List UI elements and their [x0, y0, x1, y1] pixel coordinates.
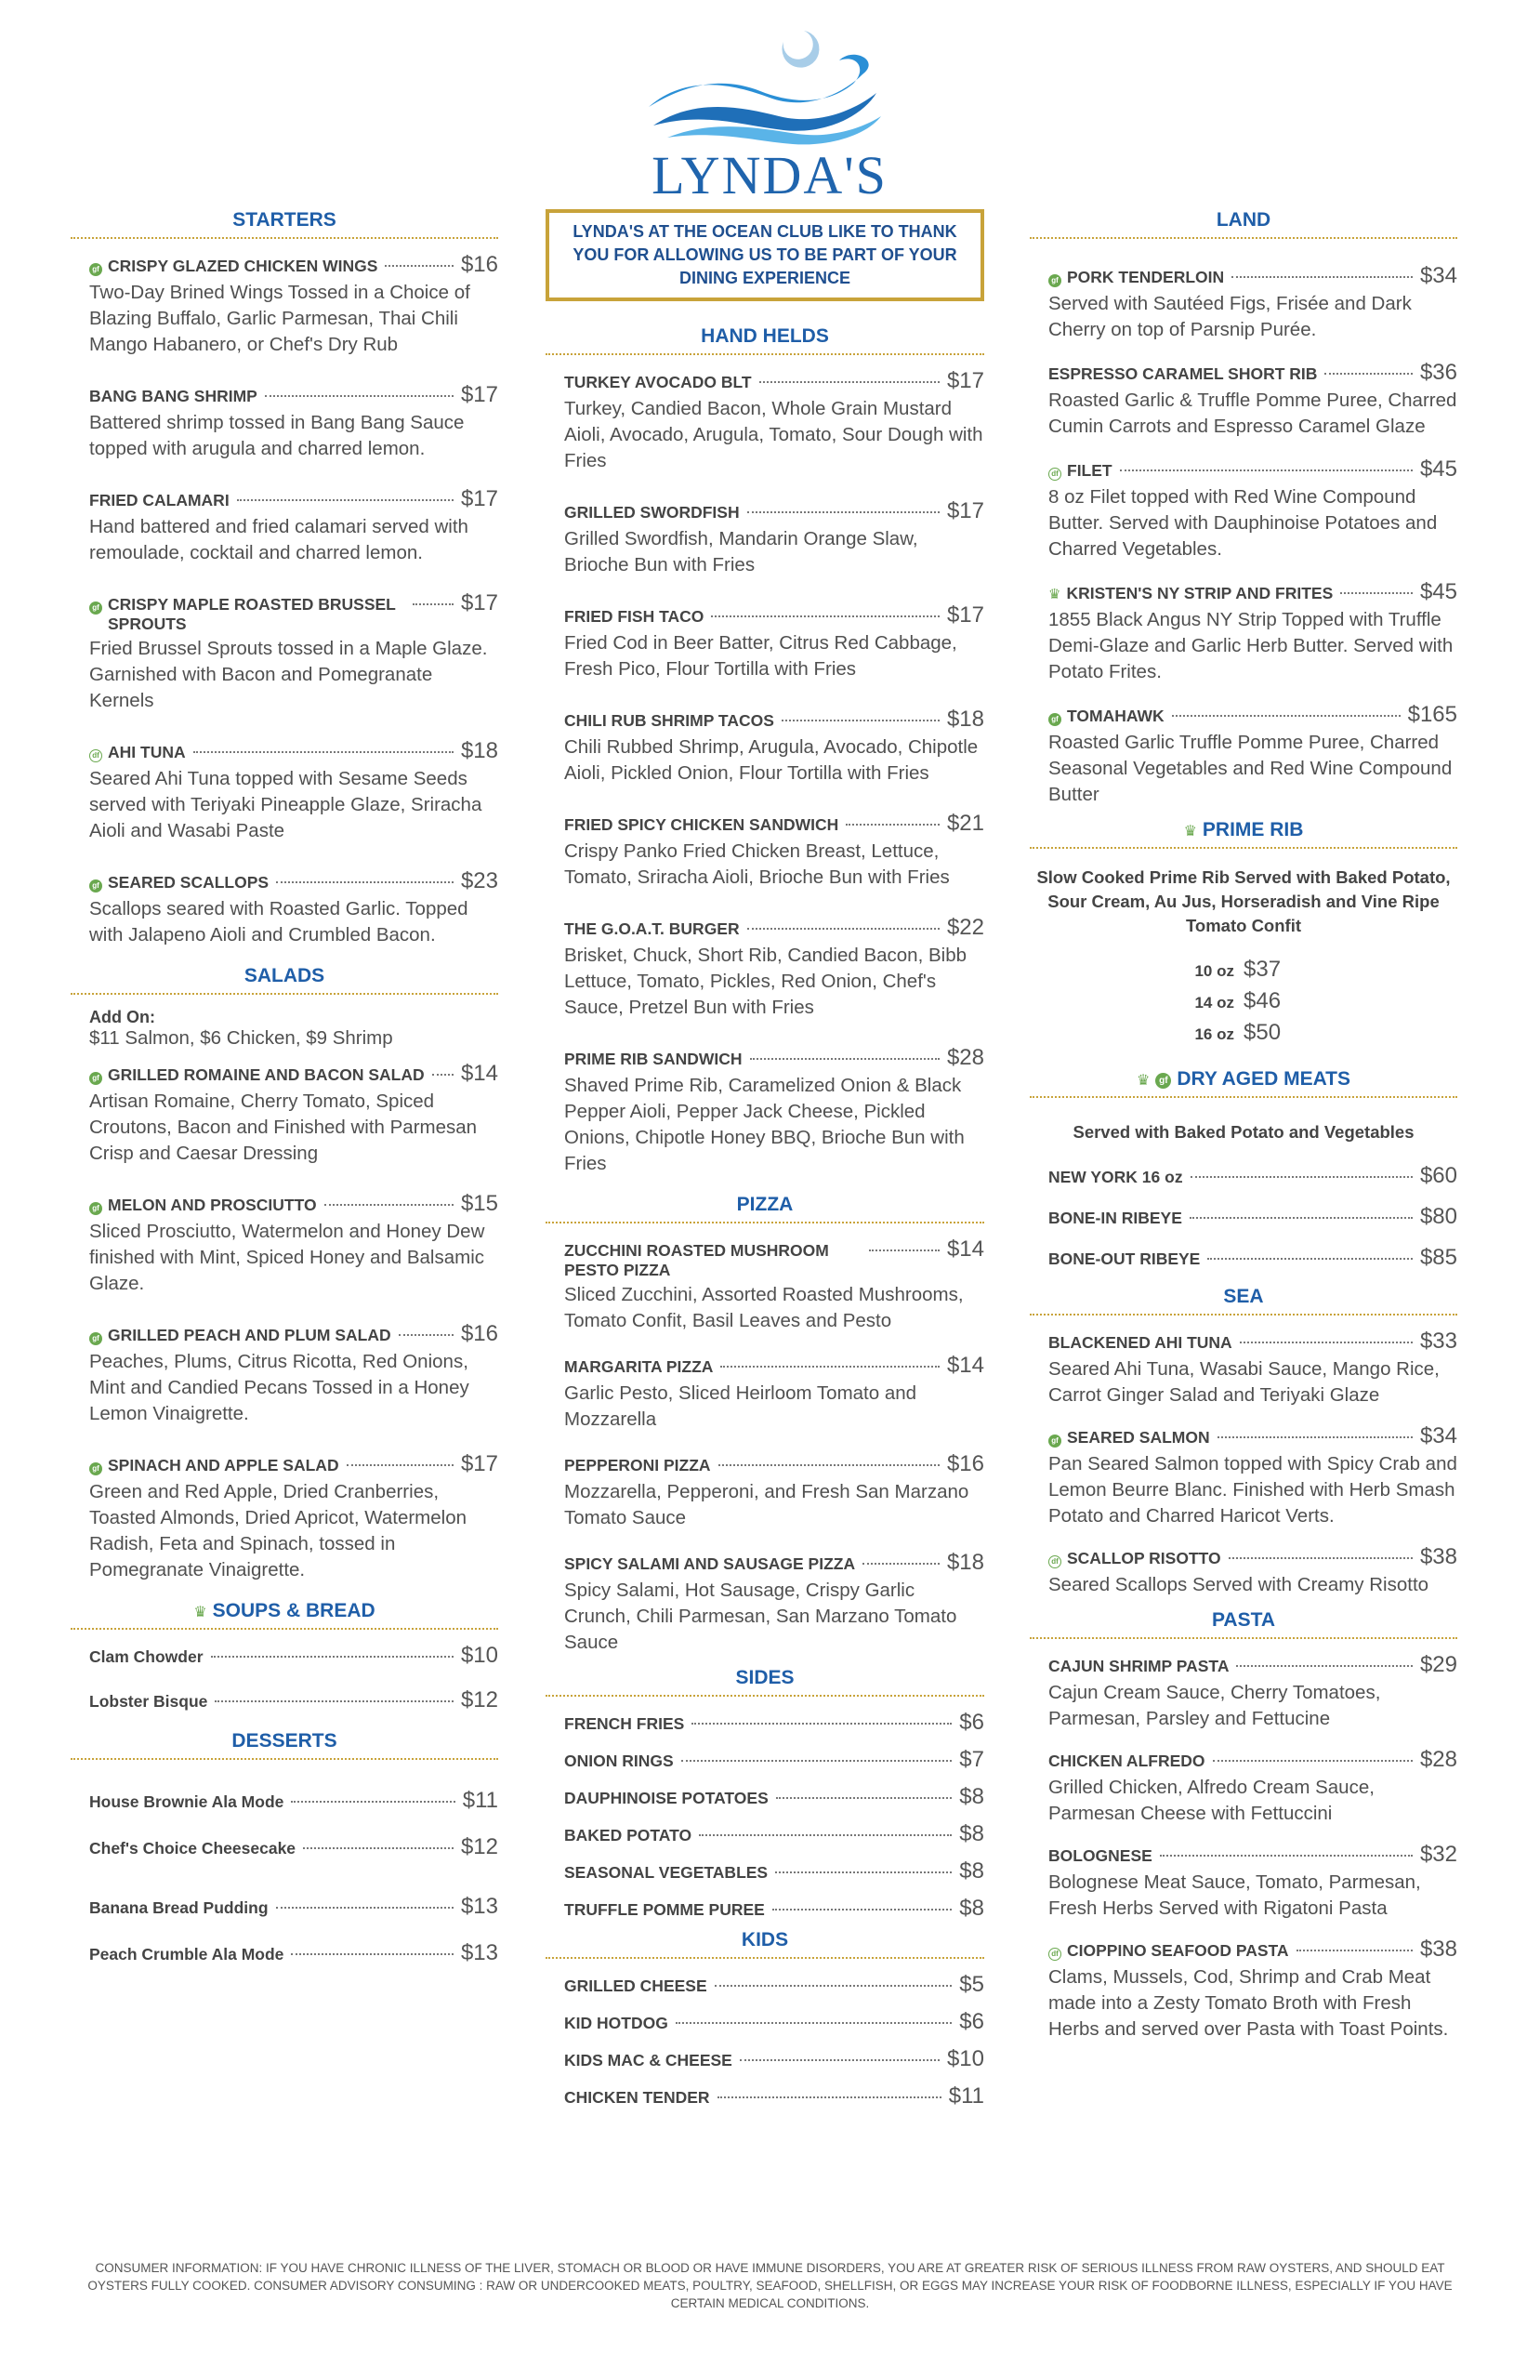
menu-item [564, 368, 984, 474]
menu-item [1048, 1937, 1457, 2043]
item-price: $34 [1419, 1423, 1457, 1448]
item-price: $11 [948, 2083, 984, 2109]
dry-aged-note: Served with Baked Potato and Vegetables [1073, 1122, 1415, 1142]
gf-icon: gf [89, 602, 102, 615]
addon-text: $11 Salmon, $6 Chicken, $9 Shrimp [89, 1027, 393, 1049]
item-name: MELON AND PROSCIUTTO [108, 1196, 317, 1214]
menu-item [89, 738, 498, 844]
item-name: SEARED SALMON [1067, 1428, 1210, 1447]
item-name: Peach Crumble Ala Mode [89, 1945, 284, 1964]
item-name: CHILI RUB SHRIMP TACOS [564, 711, 774, 730]
item-name: TURKEY AVOCADO BLT [564, 373, 752, 391]
item-description: Crispy Panko Fried Chicken Breast, Lettuce, Tomato, Sriracha Aioli, Brioche Bun with Fries [564, 840, 950, 888]
brand-logo [630, 19, 909, 205]
menu-item [89, 382, 498, 462]
item-name: ONION RINGS [564, 1752, 674, 1770]
item-name: Clam Chowder [89, 1647, 204, 1666]
menu-item [89, 1940, 498, 1966]
item-description: Seared Scallops Served with Creamy Risotto [1048, 1574, 1429, 1595]
menu-item [89, 1061, 498, 1167]
item-name: SPINACH AND APPLE SALAD [108, 1456, 339, 1474]
gf-icon: gf [89, 1202, 102, 1215]
menu-item [1048, 1652, 1457, 1732]
item-name: CRISPY GLAZED CHICKEN WINGS [108, 257, 378, 275]
menu-item [564, 1550, 984, 1656]
item-price: $17 [460, 1451, 498, 1476]
gf-icon: gf [1155, 1073, 1171, 1089]
gf-icon: gf [89, 879, 102, 892]
item-price: $6 [959, 1710, 984, 1735]
menu-item [1048, 1204, 1457, 1230]
item-price: $34 [1419, 263, 1457, 288]
item-name: CRISPY MAPLE ROASTED BRUSSEL SPROUTS [108, 595, 396, 633]
item-price: $15 [460, 1191, 498, 1216]
menu-item [1048, 579, 1457, 685]
item-description: Battered shrimp tossed in Bang Bang Sauce topped with arugula and charred lemon. [89, 412, 465, 459]
item-name: SPICY SALAMI AND SAUSAGE PIZZA [564, 1554, 856, 1573]
item-description: Sliced Prosciutto, Watermelon and Honey Dew finished with Mint, Spiced Honey and Balsamic Glaze. [89, 1221, 485, 1294]
item-name: GRILLED CHEESE [564, 1977, 707, 1995]
item-description: Two-Day Brined Wings Tossed in a Choice of Blazing Buffalo, Garlic Parmesan, Thai Chili Mango Habanero, or Chef's Dry Rub [89, 282, 470, 355]
menu-item [1048, 1163, 1457, 1189]
section-heading-pasta: PASTA [1030, 1609, 1457, 1639]
item-description: Turkey, Candied Bacon, Whole Grain Mustard Aioli, Avocado, Arugula, Tomato, Sour Dough with Fries [564, 398, 983, 471]
item-description: Peaches, Plums, Citrus Ricotta, Red Onions, Mint and Candied Pecans Tossed in a Honey Lemon Vinaigrette. [89, 1351, 469, 1424]
section-heading-handhelds: HAND HELDS [546, 325, 984, 355]
menu-item [564, 915, 984, 1021]
item-price: $18 [946, 707, 984, 732]
section-heading-land: LAND [1030, 209, 1457, 239]
item-description: Artisan Romaine, Cherry Tomato, Spiced Croutons, Bacon and Finished with Parmesan Crisp and Caesar Dressing [89, 1091, 478, 1164]
menu-item [564, 2083, 984, 2109]
item-price: $60 [1419, 1163, 1457, 1188]
item-description: Hand battered and fried calamari served with remoulade, cocktail and charred lemon. [89, 516, 468, 563]
menu-item [564, 1896, 984, 1922]
section-heading-soups: ♛ SOUPS & BREAD [71, 1600, 498, 1630]
item-name: GRILLED ROMAINE AND BACON SALAD [108, 1065, 425, 1084]
menu-item [564, 1747, 984, 1773]
menu-item [564, 1784, 984, 1810]
item-description: Chili Rubbed Shrimp, Arugula, Avocado, Chipotle Aioli, Pickled Onion, Flour Tortilla with Fries [564, 736, 979, 784]
item-price: $45 [1419, 579, 1457, 604]
menu-item [564, 1972, 984, 1998]
addon-label: Add On: [89, 1008, 155, 1026]
item-price: $16 [460, 252, 498, 277]
item-description: 1855 Black Angus NY Strip Topped with Truffle Demi-Glaze and Garlic Herb Butter. Served with Potato Frites. [1048, 609, 1454, 682]
menu-item [1048, 702, 1457, 808]
df-icon: df [89, 749, 102, 762]
item-name: CIOPPINO SEAFOOD PASTA [1067, 1941, 1289, 1960]
item-name: FRIED CALAMARI [89, 491, 230, 509]
menu-item [1048, 263, 1457, 343]
menu-item [1048, 456, 1457, 562]
item-price: $10 [460, 1643, 498, 1668]
menu-item [89, 252, 498, 358]
item-price: $17 [460, 590, 498, 615]
item-name: NEW YORK 16 oz [1048, 1168, 1183, 1186]
menu-item [564, 1858, 984, 1884]
crown-icon: ♛ [1048, 587, 1061, 602]
item-price: $32 [1419, 1842, 1457, 1867]
item-name: Chef's Choice Cheesecake [89, 1839, 296, 1858]
consumer-advisory: CONSUMER INFORMATION: IF YOU HAVE CHRONIC ILLNESS OF THE LIVER, STOMACH OR BLOOD OR HAVE IMMUNE DISORDERS, YOU ARE AT GREATER RISK OF SERIOUS ILLNESS FROM RAW OYSTERS, AND SHOULD EAT OYSTERS FULLY COOKED. CONSUMER ADVISORY CONSUMING : RAW OR UNDERCOOKED MEATS, POULTRY, SEAFOOD, SHELLFISH, OR EGGS MAY INCREASE YOUR RISK OF FOODBORNE ILLNESS, ESPECIALLY IF YOU HAVE CERTAIN MEDICAL CONDITIONS. [87, 2261, 1453, 2310]
item-price: $21 [946, 811, 984, 836]
thank-you-box: LYNDA'S AT THE OCEAN CLUB LIKE TO THANK YOU FOR ALLOWING US TO BE PART OF YOUR DINING EXPERIENCE [546, 209, 984, 301]
menu-item [89, 1788, 498, 1814]
menu-item [1048, 1747, 1457, 1827]
crown-icon: ♛ [1136, 1073, 1151, 1089]
item-name: CHICKEN ALFREDO [1048, 1752, 1205, 1770]
menu-item [89, 868, 498, 948]
item-price: $38 [1419, 1544, 1457, 1569]
item-name: GRILLED SWORDFISH [564, 503, 740, 522]
item-price: $10 [946, 2046, 984, 2071]
item-name: KRISTEN'S NY STRIP AND FRITES [1066, 584, 1334, 602]
item-price: $28 [946, 1045, 984, 1070]
menu-item [564, 498, 984, 578]
item-name: Lobster Bisque [89, 1692, 208, 1711]
item-name: FILET [1067, 461, 1112, 480]
section-heading-kids: KIDS [546, 1929, 984, 1959]
item-name: ZUCCHINI ROASTED MUSHROOM PESTO PIZZA [564, 1241, 829, 1279]
item-name: PRIME RIB SANDWICH [564, 1050, 743, 1068]
menu-item [564, 811, 984, 891]
item-name: Banana Bread Pudding [89, 1898, 269, 1917]
item-price: $33 [1419, 1329, 1457, 1354]
item-description: Garlic Pesto, Sliced Heirloom Tomato and Mozzarella [564, 1382, 917, 1430]
item-name: House Brownie Ala Mode [89, 1792, 284, 1811]
item-name: DAUPHINOISE POTATOES [564, 1789, 769, 1807]
item-price: $45 [1419, 456, 1457, 482]
item-price: $13 [460, 1940, 498, 1965]
item-description: Sliced Zucchini, Assorted Roasted Mushrooms, Tomato Confit, Basil Leaves and Pesto [564, 1284, 964, 1331]
menu-item [89, 1191, 498, 1297]
item-name: TRUFFLE POMME PUREE [564, 1900, 765, 1919]
item-price: $38 [1419, 1937, 1457, 1962]
item-description: Brisket, Chuck, Short Rib, Candied Bacon, Bibb Lettuce, Tomato, Pickles, Red Onion, Chef's Sauce, Pretzel Bun with Fries [564, 945, 967, 1018]
menu-item [1048, 1544, 1457, 1598]
menu-item [89, 1321, 498, 1427]
menu-item [564, 2009, 984, 2035]
item-description: Grilled Swordfish, Mandarin Orange Slaw, Brioche Bun with Fries [564, 528, 918, 575]
item-name: TOMAHAWK [1067, 707, 1165, 725]
item-name: PEPPERONI PIZZA [564, 1456, 711, 1474]
item-name: BONE-IN RIBEYE [1048, 1209, 1182, 1227]
prime-rib-size: 10 oz $37 [1194, 957, 1282, 982]
item-name: GRILLED PEACH AND PLUM SALAD [108, 1326, 391, 1344]
menu-item [564, 1353, 984, 1433]
item-price: $29 [1419, 1652, 1457, 1677]
item-name: SEARED SCALLOPS [108, 873, 270, 892]
left-column [71, 209, 498, 1990]
item-name: BANG BANG SHRIMP [89, 387, 257, 405]
item-name: THE G.O.A.T. BURGER [564, 919, 740, 938]
item-price: $18 [946, 1550, 984, 1575]
item-price: $17 [946, 498, 984, 523]
item-price: $14 [946, 1353, 984, 1378]
menu-item [89, 1687, 498, 1713]
item-description: Clams, Mussels, Cod, Shrimp and Crab Meat made into a Zesty Tomato Broth with Fresh Herbs and served over Pasta with Toast Points. [1048, 1966, 1449, 2040]
item-name: CAJUN SHRIMP PASTA [1048, 1657, 1230, 1675]
item-price: $13 [460, 1894, 498, 1919]
item-description: Served with Sautéed Figs, Frisée and Dark Cherry on top of Parsnip Purée. [1048, 293, 1412, 340]
item-name: BLACKENED AHI TUNA [1048, 1333, 1232, 1352]
item-price: $14 [460, 1061, 498, 1086]
item-price: $7 [959, 1747, 984, 1772]
gf-icon: gf [89, 1332, 102, 1345]
item-price: $8 [959, 1858, 984, 1884]
item-price: $36 [1419, 360, 1457, 385]
wave-logo-icon [630, 19, 909, 149]
section-heading-sea: SEA [1030, 1286, 1457, 1316]
item-price: $14 [946, 1236, 984, 1262]
item-price: $28 [1419, 1747, 1457, 1772]
item-name: MARGARITA PIZZA [564, 1357, 714, 1376]
item-description: Green and Red Apple, Dried Cranberries, Toasted Almonds, Dried Apricot, Watermelon Radish, Feta and Spinach, tossed in Pomegranate Vinaigrette. [89, 1481, 467, 1580]
item-name: AHI TUNA [108, 743, 186, 761]
item-price: $12 [460, 1834, 498, 1859]
item-description: Fried Brussel Sprouts tossed in a Maple Glaze. Garnished with Bacon and Pomegranate Kernels [89, 638, 488, 711]
item-description: 8 oz Filet topped with Red Wine Compound Butter. Served with Dauphinoise Potatoes and Charred Vegetables. [1048, 486, 1438, 560]
item-name: FRIED SPICY CHICKEN SANDWICH [564, 815, 839, 834]
prime-rib-size: 16 oz $50 [1194, 1020, 1282, 1045]
item-name: BOLOGNESE [1048, 1846, 1152, 1865]
menu-item [89, 1834, 498, 1860]
prime-rib-size: 14 oz $46 [1194, 988, 1282, 1013]
gf-icon: gf [89, 1462, 102, 1475]
item-price: $85 [1419, 1245, 1457, 1270]
section-heading-starters: STARTERS [71, 209, 498, 239]
item-price: $165 [1407, 702, 1457, 727]
item-price: $16 [460, 1321, 498, 1346]
item-price: $80 [1419, 1204, 1457, 1229]
item-price: $8 [959, 1821, 984, 1846]
menu-item [89, 590, 498, 714]
item-price: $22 [946, 915, 984, 940]
item-description: Roasted Garlic Truffle Pomme Puree, Charred Seasonal Vegetables and Red Wine Compound Butter [1048, 732, 1453, 805]
item-description: Seared Ahi Tuna topped with Sesame Seeds served with Teriyaki Pineapple Glaze, Sriracha Aioli and Wasabi Paste [89, 768, 482, 841]
item-description: Bolognese Meat Sauce, Tomato, Parmesan, Fresh Herbs Served with Rigatoni Pasta [1048, 1871, 1421, 1919]
item-description: Scallops seared with Roasted Garlic. Topped with Jalapeno Aioli and Crumbled Bacon. [89, 898, 468, 945]
item-price: $17 [946, 368, 984, 393]
df-icon: df [1048, 1948, 1061, 1961]
item-price: $17 [460, 382, 498, 407]
menu-item [1048, 1423, 1457, 1529]
item-name: BAKED POTATO [564, 1826, 692, 1844]
item-name: CHICKEN TENDER [564, 2088, 710, 2107]
section-heading-salads: SALADS [71, 965, 498, 995]
gf-icon: gf [89, 263, 102, 276]
menu-item [564, 1045, 984, 1177]
item-name: KID HOTDOG [564, 2014, 668, 2032]
menu-item [564, 1236, 984, 1334]
item-name: ESPRESSO CARAMEL SHORT RIB [1048, 364, 1318, 383]
menu-item [564, 1451, 984, 1531]
gf-icon: gf [1048, 274, 1061, 287]
item-description: Roasted Garlic & Truffle Pomme Puree, Charred Cumin Carrots and Espresso Caramel Glaze [1048, 390, 1457, 437]
item-name: FRENCH FRIES [564, 1714, 685, 1733]
item-description: Shaved Prime Rib, Caramelized Onion & Black Pepper Aioli, Pepper Jack Cheese, Pickled Onions, Chipotle Honey BBQ, Brioche Bun with Fries [564, 1075, 965, 1174]
section-heading-desserts: DESSERTS [71, 1730, 498, 1760]
item-description: Pan Seared Salmon topped with Spicy Crab and Lemon Beurre Blanc. Finished with Herb Smash Potato and Charred Haricot Verts. [1048, 1453, 1457, 1527]
item-price: $17 [460, 486, 498, 511]
section-heading-sides: SIDES [546, 1667, 984, 1697]
item-price: $8 [959, 1784, 984, 1809]
menu-item [89, 486, 498, 566]
crown-icon: ♛ [1183, 824, 1197, 840]
item-price: $17 [946, 602, 984, 628]
menu-item [1048, 360, 1457, 440]
item-price: $5 [959, 1972, 984, 1997]
item-description: Grilled Chicken, Alfredo Cream Sauce, Parmesan Cheese with Fettuccini [1048, 1777, 1375, 1824]
item-name: SCALLOP RISOTTO [1067, 1549, 1221, 1567]
item-price: $6 [959, 2009, 984, 2034]
prime-rib-note: Slow Cooked Prime Rib Served with Baked Potato, Sour Cream, Au Jus, Horseradish and Vine Ripe Tomato Confit [1036, 867, 1451, 935]
menu-item [89, 1643, 498, 1669]
menu-item [89, 1451, 498, 1583]
section-heading-pizza: PIZZA [546, 1194, 984, 1223]
df-icon: df [1048, 468, 1061, 481]
section-heading-prime-rib: ♛ PRIME RIB [1030, 819, 1457, 849]
item-name: BONE-OUT RIBEYE [1048, 1250, 1201, 1268]
item-description: Seared Ahi Tuna, Wasabi Sauce, Mango Rice, Carrot Ginger Salad and Teriyaki Glaze [1048, 1358, 1440, 1406]
menu-item [1048, 1329, 1457, 1408]
crown-icon: ♛ [193, 1605, 207, 1620]
item-name: FRIED FISH TACO [564, 607, 704, 626]
menu-item [564, 707, 984, 787]
right-column [1030, 209, 1457, 2067]
menu-item [89, 1894, 498, 1920]
item-description: Mozzarella, Pepperoni, and Fresh San Marzano Tomato Sauce [564, 1481, 969, 1528]
item-description: Fried Cod in Beer Batter, Citrus Red Cabbage, Fresh Pico, Flour Tortilla with Fries [564, 632, 957, 680]
middle-column [546, 209, 984, 2134]
item-name: PORK TENDERLOIN [1067, 268, 1225, 286]
gf-icon: gf [1048, 1435, 1061, 1448]
menu-item [1048, 1245, 1457, 1271]
gf-icon: gf [1048, 713, 1061, 726]
item-price: $18 [460, 738, 498, 763]
brand-name: LYNDA'S [652, 145, 888, 205]
df-icon: df [1048, 1555, 1061, 1568]
item-description: Cajun Cream Sauce, Cherry Tomatoes, Parmesan, Parsley and Fettucine [1048, 1682, 1381, 1729]
menu-header [0, 0, 1540, 209]
item-description: Spicy Salami, Hot Sausage, Crispy Garlic Crunch, Chili Parmesan, San Marzano Tomato Sauce [564, 1580, 957, 1653]
item-price: $16 [946, 1451, 984, 1476]
item-price: $23 [460, 868, 498, 893]
menu-item [564, 1821, 984, 1847]
item-price: $11 [462, 1788, 498, 1813]
menu-item [564, 1710, 984, 1736]
item-name: SEASONAL VEGETABLES [564, 1863, 769, 1882]
item-price: $12 [460, 1687, 498, 1712]
menu-item [564, 602, 984, 682]
item-price: $8 [959, 1896, 984, 1921]
section-heading-dry-aged: ♛ gf DRY AGED MEATS [1030, 1068, 1457, 1098]
menu-item [564, 2046, 984, 2072]
gf-icon: gf [89, 1072, 102, 1085]
menu-item [1048, 1842, 1457, 1922]
item-name: KIDS MAC & CHEESE [564, 2051, 732, 2069]
